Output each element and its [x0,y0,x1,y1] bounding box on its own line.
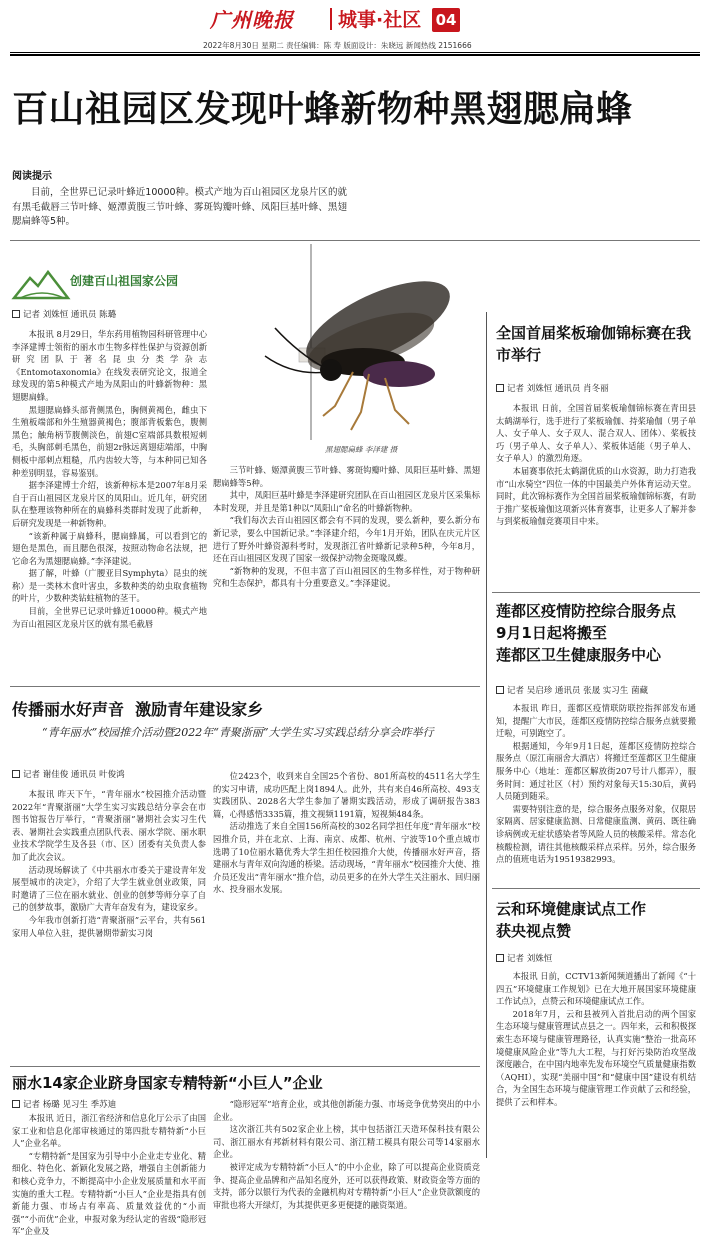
youth-top-rule [10,686,480,687]
paper-name: 广州晚报 [210,8,294,32]
paragraph: 根据通知，今年9月1日起，莲都区疫情防控综合服务点（原江南丽舍大酒店）将搬迁至莲都区卫生健康服务中心（地址：莲都区解放街207号计八都弄），服务时间：通过社区（村）预约对象每天15:30后，黄码人员随到随采。 [496,740,696,802]
masthead-divider [330,8,332,30]
liandu-rule [492,888,700,889]
yoga-byline-text: 记者 刘姝恒 通讯员 肖冬丽 [507,384,609,394]
paragraph: 目前，全世界已记录叶蜂近10000种。模式产地为百山祖园区龙泉片区的就有黑毛截唇 [12,606,207,629]
enterprise-col2 [213,1098,480,1210]
paragraph: 本报讯 日前，CCTV13新闻频道播出了新闻《“十四五”环境健康工作规划》已在大地开展国家环境健康工作试点》，点赞云和环境健康试点工作。 [496,971,696,1007]
page-number-badge [432,8,460,32]
page-number: 04 [435,11,457,29]
masthead [0,0,708,50]
paragraph: “我们每次去百山祖园区都会有不同的发现，要么新种，要么新分布新记录，要么中国新记录。”李泽建介绍，今年1月开始，团队在庆元片区进行了野外叶蜂资源科考时，发现浙江省叶蜂新记录种5种，今年8月，还在百山祖园区发现了国家一级保护动物金斑喙凤蝶。 [213,515,480,564]
main-article-col2 [213,464,480,674]
enterprise-byline [12,1098,116,1110]
paragraph: 其中，凤阳巨基叶蜂是李泽建研究团队在百山祖园区龙泉片区采集标本时发现，并且是第1种以“凤阳山”命名的叶蜂新物种。 [213,490,480,513]
paragraph: 本届赛事依托太鹤湖优质的山水资源，助力打造我市“山水骑空”四位一体的中国最美户外体育运动天堂。同时，此次锦标赛作为全国首届桨板瑜伽锦标赛，有助于推广桨板瑜伽这项新兴体育赛事，让更多人了解并参与到桨板瑜伽竞赛项目中来。 [496,465,696,527]
cloud-title-line: 云和环境健康试点工作 [496,900,647,918]
masthead-rule [10,52,700,53]
byline-box-icon [496,686,504,694]
masthead-info-line: 2022年8月30日 星期二 责任编辑：陈 寿 版面设计：朱晓远 新闻热线 2151666 [203,41,472,50]
liandu-title-line: 莲都区疫情防控综合服务点 [496,602,677,620]
right-column-divider [486,312,487,1158]
yoga-title: 全国首届桨板瑜伽锦标赛在我市举行 [496,324,692,364]
main-byline-text: 记者 刘姝恒 通讯员 陈璐 [23,310,117,320]
paragraph: 活动推选了来自全国156所高校的302名同学担任年度“青年丽水”校园推介员，并在北京、上海、南京、成都、杭州、宁波等10个重点城市选聘了10位丽水籍优秀大学生担任校园推介大使，传播丽水好声音，搭建丽水与青年双向沟通的桥梁。活动现场，“青年丽水”校园推介大使、推介员还发出“青年丽水”推介信，动员更多的在外大学生关注丽水、回归丽水、投身丽水发展。 [213,821,480,895]
yoga-rule [492,592,700,593]
paragraph: 本报讯 近日，浙江省经济和信息化厅公示了由国家工业和信息化部审核通过的第四批专精特新“小巨人”企业名单。 [12,1113,206,1149]
byline-box-icon [12,1100,20,1108]
youth-byline-text: 记者 谢佳俊 通讯员 叶俊鸿 [23,770,125,780]
byline-box-icon [496,954,504,962]
summary-label: 阅读提示 [12,171,52,182]
photo-caption: 黑翅腮扁蜂 李泽建 摄 [325,445,398,454]
paragraph: 本报讯 8月29日，华东药用植物园科研管理中心李泽建博士领衔的丽水市生物多样性保护与资源创新研究团队于著名昆虫分类学杂志《Entomotaxonomia》在线发表研究论文，报道全球发现的第5种模式产地为凤阳山的叶蜂新物种：黑翅腮扁蜂。 [12,329,207,402]
paragraph: 今年我市创新打造“青聚浙丽”云平台，共有561家用人单位入驻，提供暑期带薪实习岗 [12,914,206,938]
enterprise-title: 丽水14家企业跻身国家专精特新“小巨人”企业 [12,1074,323,1092]
masthead-rule-thick [10,54,700,56]
cloud-byline [496,952,552,964]
yoga-byline [496,382,609,394]
youth-subtitle: “青年丽水”校园推介活动暨2022年“青聚浙丽”大学生实习实践总结分享会昨举行 [42,726,434,739]
youth-byline [12,768,125,780]
paragraph: 本报讯 昨天下午，“青年丽水”校园推介活动暨2022年“青聚浙丽”大学生实习实践总结分享会在市图书馆报告厅举行，“青聚浙丽”暑期社会实习生代表、暑期社会实践重点团队代表、丽水学院、丽水职业技术学院学生及各县（市、区）团委有关负责人参加了此次会议。 [12,789,206,862]
youth-title: 传播丽水好声音 激励青年建设家乡 [12,700,264,719]
liandu-body [496,702,696,886]
enterprise-byline-text: 记者 杨璐 见习生 季苏迪 [23,1100,117,1110]
paragraph: “专精特新”是国家为引导中小企业走专业化、精细化、特色化、新颖化发展之路，增强自主创新能力和核心竞争力，不断提高中小企业发展质量和水平而实施的重大工程。专精特新“小巨人”企业是指具有创新能力强、市场占有率高、质量效益优的“小而强”“小而优”企业，申报对象为经认定的省级“隐形冠军”企业及 [12,1150,206,1237]
youth-col1 [12,788,206,1064]
paragraph: 这次浙江共有502家企业上榜，其中包括浙江天造环保科技有限公司、浙江丽水有邦新材料有限公司、浙江精工模具有限公司等14家丽水企业。 [213,1124,480,1160]
youth-col2 [213,770,480,1064]
paragraph: 据李泽建博士介绍，该新种标本是2007年8月采自于百山祖园区龙泉片区的凤阳山。近几年，研究团队在整理该物种所在的扁蜂科类群时发现了此新种，后研究发现是一种新物种。 [12,480,207,528]
section-name: 城事·社区 [338,9,422,31]
enterprise-col1 [12,1112,206,1237]
paragraph: 活动现场解读了《中共丽水市委关于建设青年发展型城市的决定》，介绍了大学生就业创业政策，同时邀请了三位在丽水就业、创业的创梦等师分享了自己的创梦故事，激励广大青年奋发有为，建设家乡。 [12,864,206,913]
paragraph: 本报讯 昨日，莲都区疫情联防联控指挥部发布通知，提醒广大市民，莲都区疫情防控综合服务点就要搬迁啦，可别跑空了。 [496,703,696,739]
summary-text: 目前，全世界已记录叶蜂近10000种。模式产地为百山祖园区龙泉片区的就有黑毛截唇三节叶蜂、姬潭黄腹三节叶蜂、雾斑钩瓣叶蜂、凤阳巨基叶蜂、黑翅腮扁蜂等5种。 [12,187,347,227]
summary-rule [10,240,700,241]
byline-box-icon [12,310,20,318]
paragraph: 据了解，叶蜂（广腰亚目Symphyta）昆虫的统称）是一类林木食叶害虫，多数种类的幼虫取食植物的叶片，少数种类钻蛀植物的茎干。 [12,568,207,604]
sawfly-photo-icon [213,244,481,444]
paragraph: 位2423个，收到来自全国25个省份、801所高校的4511名大学生的实习申请，成功匹配上岗1894人。此外，共有来自46所高校、493支实践团队、2028名大学生参加了暑期实践活动，形成了调研报告383篇，心得感悟3335篇，推文视频1191篇，短视频484条。 [213,771,480,819]
insect-photo [213,244,481,458]
liandu-title-line: 9月1日起将搬至 [496,624,607,642]
enterprise-top-rule [10,1066,480,1067]
liandu-byline-text: 记者 吴启珍 通讯员 张晟 实习生 菌藏 [507,686,649,696]
liandu-title-line: 莲都区卫生健康服务中心 [496,646,662,664]
main-article-byline [12,308,116,320]
park-logo-text: 创建百山祖国家公园 [70,274,179,288]
cloud-title-line: 获央视点赞 [496,922,572,940]
paragraph: 2018年7月，云和县被列入首批启动的两个国家生态环境与健康管理试点县之一。四年来，云和积极探索生态环境与健康管理路径，认真实施“整治一批高环境健康风险企业”等九大工程，与打好污染防治攻坚战深度融合，在中国内地率先发布环境空气质量健康指数（AQHI），实现“美丽中国”和“健康中国”建设有机结合，为全国生态环境与健康管理工作贡献了云和经验，提供了云和样本。 [496,1008,696,1107]
page-headline: 百山祖园区发现叶蜂新物种黑翅腮扁蜂 [12,89,633,130]
cloud-title [496,898,696,942]
paragraph: “新物种的发现，不但丰富了百山祖园区的生物多样性，对于物种研究和生态保护，都具有十分重要意义。”李泽建说。 [213,565,480,589]
paragraph: 黑翅腮扁蜂头部背侧黑色，胸侧黄褐色，雌虫下生殖板端部和外生殖器黄褐色；腹部背板紫色，腹侧黑色；触角柄节腹侧淡色，前翅C室端部具数根短刺毛，头胸部刺毛黑色，前翅2r脉远离翅痣端部，中胸侧板中部刺点粗糙，爪内齿较大等，与本种同已知各种差别明显，容易鉴别。 [12,404,207,478]
paragraph: “隐形冠军”培育企业，或其他创新能力强、市场竞争优势突出的中小企业。 [213,1099,480,1122]
byline-box-icon [12,770,20,778]
cloud-body [496,970,696,1158]
park-logo [12,264,212,304]
mountain-logo-icon [12,266,72,302]
liandu-title [496,600,696,666]
yoga-body [496,402,696,588]
cloud-byline-text: 记者 刘姝恒 [507,954,553,964]
paragraph: 本报讯 日前，全国首届桨板瑜伽锦标赛在青田县太鹤湖举行，选手进行了桨板瑜伽、持桨瑜伽（男子单人、女子单人、女子双人、混合双人、团体）、桨板技巧（男子单人、女子单人）、桨板体适能（男子单人、女子单人）的激烈角逐。 [496,403,696,464]
paragraph: 需要特别注意的是，综合服务点服务对象，仅限居家隔离、居家健康监测、日常健康监测、黄码、既往确诊病例或无症状感染者等风险人员的核酸采样。常态化核酸检测，请往其他核酸采样点采样。另外，综合服务点的值班电话为19519382993。 [496,803,696,865]
paragraph: 三节叶蜂、姬潭黄腹三节叶蜂、雾斑钩瓣叶蜂、凤阳巨基叶蜂、黑翅腮扁蜂等5种。 [213,465,480,488]
liandu-byline [496,684,648,696]
byline-box-icon [496,384,504,392]
paragraph: 被评定成为专精特新“小巨人”的中小企业，除了可以提高企业资质竞争、提高企业品牌和产品知名度外，还可以获得政策、财政资金等方面的支持，部分以银行为代表的金融机构对专精特新“小巨人”企业贷款额度的审批也将大开绿灯，为其提供更多更便捷的融资渠道。 [213,1161,480,1210]
paragraph: “该新种属于扁蜂科，腮扁蜂属，可以看到它的翅色是黑色，而且腮色很深，按照动物命名法规，把它命名为黑翅腮扁蜂。”李泽建说。 [12,530,207,566]
main-article-col1 [12,328,207,668]
